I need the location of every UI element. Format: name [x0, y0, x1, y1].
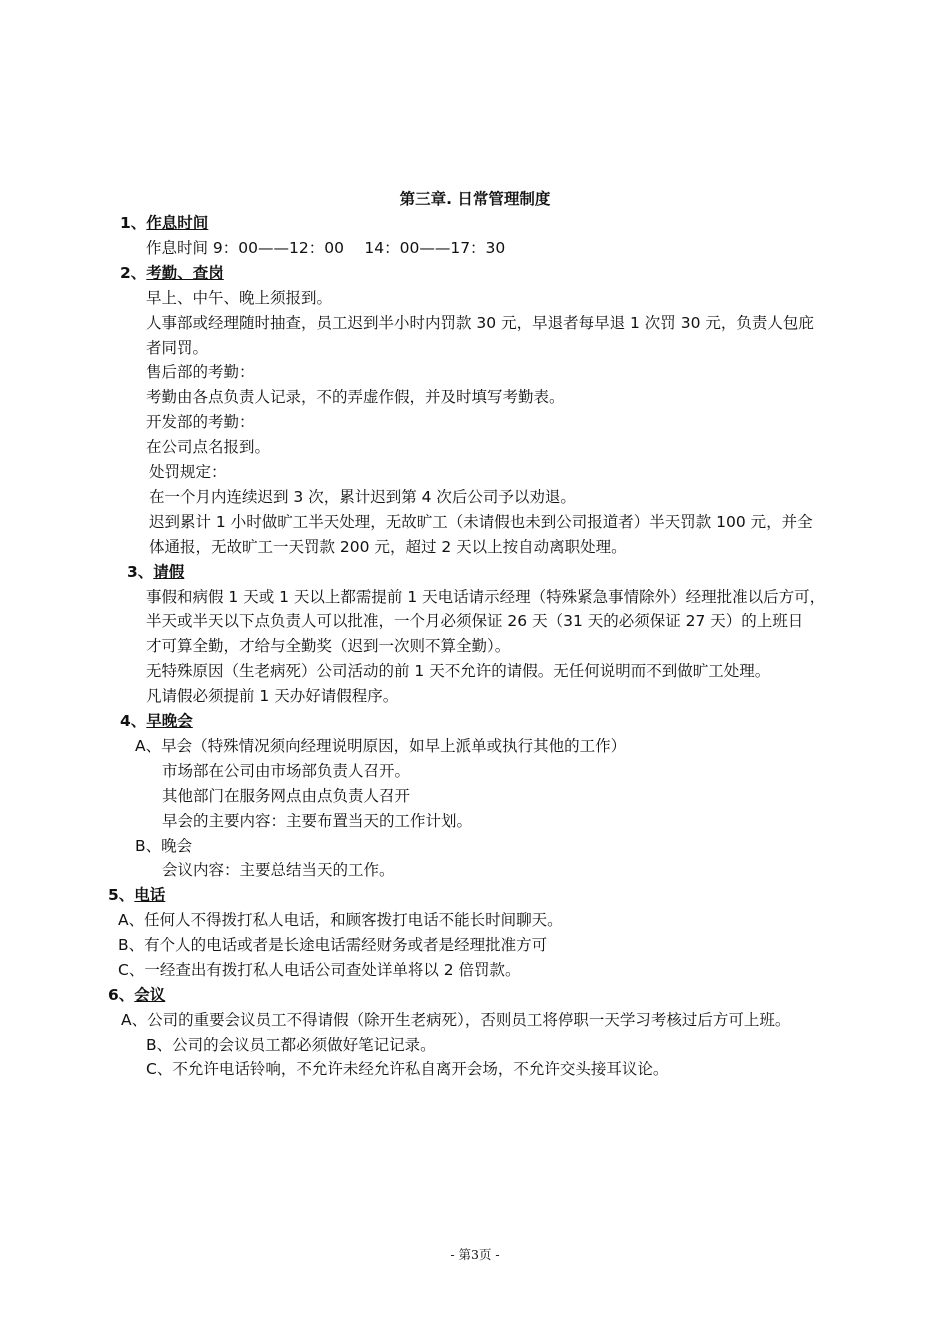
paragraph-line: A、早会（特殊情况须向经理说明原因，如早上派单或执行其他的工作） — [135, 737, 627, 755]
section-title: 考勤、查岗 — [146, 264, 224, 282]
section-number: 3、 — [127, 563, 154, 581]
paragraph-line: B、晚会 — [135, 837, 193, 855]
paragraph-line: 考勤由各点负责人记录，不的弄虚作假，并及时填写考勤表。 — [146, 388, 565, 406]
paragraph-line: 售后部的考勤： — [146, 363, 255, 381]
paragraph-line: 体通报，无故旷工一天罚款 200 元，超过 2 天以上按自动离职处理。 — [149, 538, 627, 556]
section-title: 请假 — [153, 563, 185, 581]
section-heading-6 — [108, 985, 165, 1005]
section-title: 会议 — [134, 986, 166, 1004]
paragraph-line: 才可算全勤，才给与全勤奖（迟到一次则不算全勤）。 — [146, 637, 511, 655]
section-title: 作息时间 — [146, 214, 209, 232]
paragraph-line: 早会的主要内容：主要布置当天的工作计划。 — [162, 812, 473, 830]
paragraph-line: 在一个月内连续迟到 3 次，累计迟到第 4 次后公司予以劝退。 — [149, 488, 576, 506]
paragraph-line: 早上、中午、晚上须报到。 — [146, 289, 333, 307]
paragraph-line: 市场部在公司由市场部负责人召开。 — [162, 762, 411, 780]
section-title: 早晚会 — [146, 712, 193, 730]
section-heading-4 — [120, 711, 193, 731]
paragraph-line: C、不允许电话铃响，不允许未经允许私自离开会场，不允许交头接耳议论。 — [146, 1060, 669, 1078]
paragraph-line: 人事部或经理随时抽查，员工迟到半小时内罚款 30 元，早退者每早退 1 次罚 30 元，负责人包庇 — [146, 314, 814, 332]
paragraph-line: 者同罚。 — [146, 339, 209, 357]
section-title: 电话 — [134, 886, 166, 904]
section-number: 1、 — [120, 214, 147, 232]
page-footer: - 第3页 - — [450, 1247, 500, 1262]
section-heading-5 — [108, 885, 165, 905]
section-number: 6、 — [108, 986, 135, 1004]
paragraph-line: 迟到累计 1 小时做旷工半天处理，无故旷工（未请假也未到公司报道者）半天罚款 100 元，并全 — [149, 513, 813, 531]
paragraph-line: 作息时间 9：00——12：00 14：00——17：30 — [146, 239, 506, 257]
paragraph-line: 凡请假必须提前 1 天办好请假程序。 — [146, 687, 399, 705]
paragraph-line: A、任何人不得拨打私人电话，和顾客拨打电话不能长时间聊天。 — [118, 911, 563, 929]
paragraph-line: 其他部门在服务网点由点负责人召开 — [162, 787, 411, 805]
paragraph-line: 开发部的考勤： — [146, 413, 255, 431]
section-number: 4、 — [120, 712, 147, 730]
section-number: 5、 — [108, 886, 135, 904]
paragraph-line: B、有个人的电话或者是长途电话需经财务或者是经理批准方可 — [118, 936, 548, 954]
paragraph-line: 在公司点名报到。 — [146, 438, 271, 456]
section-heading-3 — [127, 562, 184, 582]
paragraph-line: 会议内容：主要总结当天的工作。 — [162, 861, 395, 879]
paragraph-line: C、一经查出有拨打私人电话公司查处详单将以 2 倍罚款。 — [118, 961, 521, 979]
paragraph-line: A、公司的重要会议员工不得请假（除开生老病死），否则员工将停职一天学习考核过后方可上班。 — [121, 1011, 791, 1029]
section-heading-1 — [120, 213, 208, 233]
section-number: 2、 — [120, 264, 147, 282]
paragraph-line: 事假和病假 1 天或 1 天以上都需提前 1 天电话请示经理（特殊紧急事情除外）经理批准以后方可， — [146, 588, 826, 606]
paragraph-line: 半天或半天以下点负责人可以批准，一个月必须保证 26 天（31 天的必须保证 27 天）的上班日 — [146, 612, 804, 630]
paragraph-line: B、公司的会议员工都必须做好笔记记录。 — [146, 1036, 436, 1054]
section-heading-2 — [120, 263, 224, 283]
paragraph-line: 无特殊原因（生老病死）公司活动的前 1 天不允许的请假。无任何说明而不到做旷工处理。 — [146, 662, 771, 680]
chapter-title: 第三章. 日常管理制度 — [399, 190, 551, 208]
paragraph-line: 处罚规定： — [149, 463, 227, 481]
